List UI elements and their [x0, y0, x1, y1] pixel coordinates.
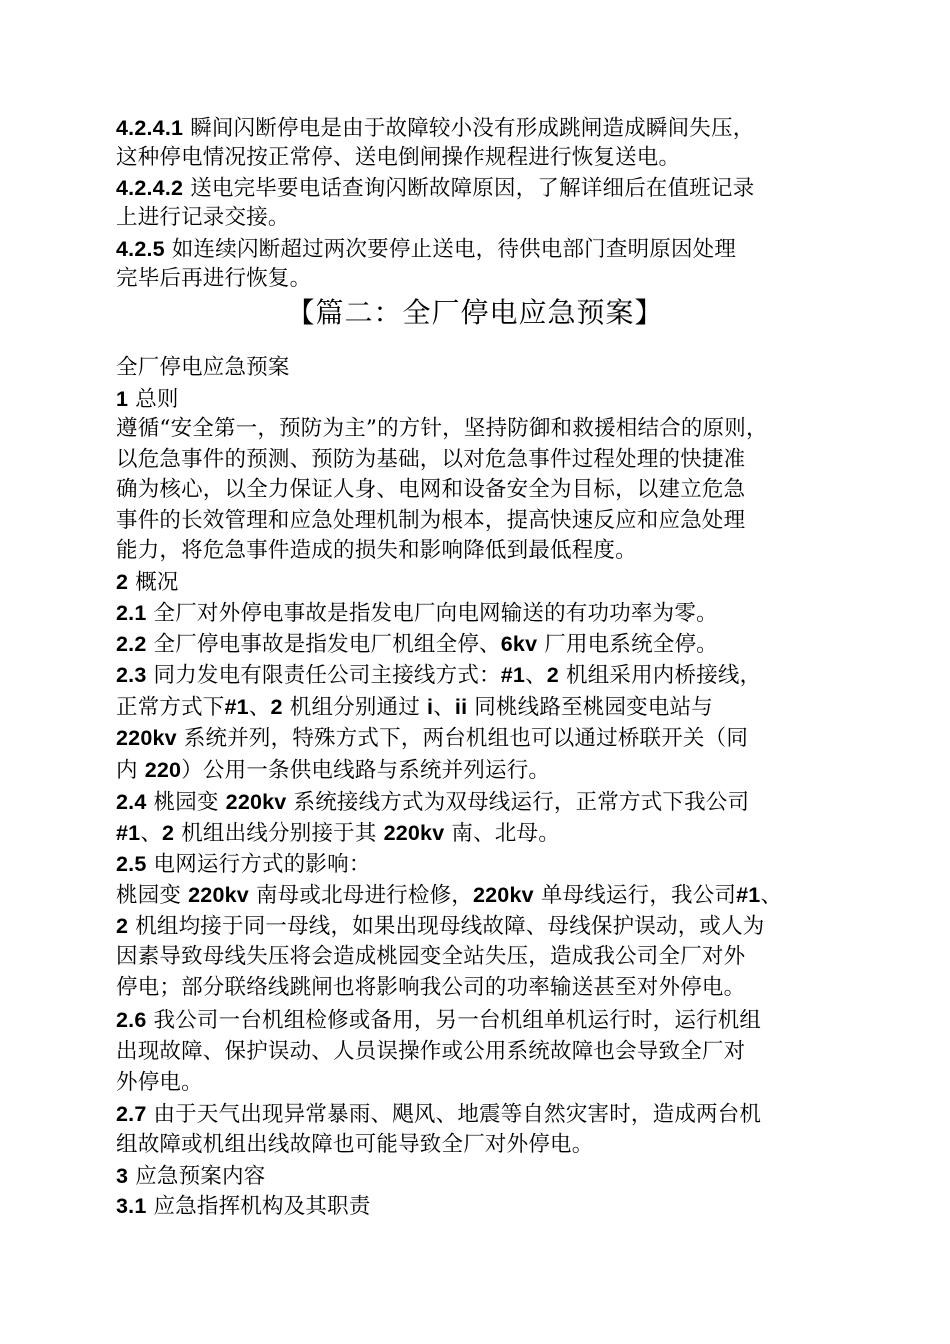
text-run: 全厂停电事故是指发电厂机组全停、: [146, 632, 501, 657]
text-run: 上进行记录交接。: [116, 205, 290, 230]
clause-number: #1: [500, 663, 526, 687]
text-run: 、: [433, 695, 455, 720]
text-line: [116, 598, 718, 629]
text-run: 总则: [128, 387, 179, 412]
text-line: [116, 692, 713, 723]
clause-number: #1: [224, 695, 249, 719]
text-line: [116, 660, 761, 691]
text-run: 机组均接于同一母线，如果出现母线故障、母线保护误动，或人为: [128, 914, 765, 939]
clause-number: 6kv: [500, 632, 538, 656]
text-run: 南、北母。: [444, 821, 560, 846]
text-run: 同力发电有限责任公司主接线方式：: [146, 663, 501, 688]
text-run: 送电完毕要电话查询闪断故障原因，了解详细后在值班记录: [183, 176, 755, 201]
text-run: 由于天气出现异常暴雨、飓风、地震等自然灾害时，造成两台机: [146, 1102, 762, 1127]
clause-number: 3: [116, 1164, 129, 1188]
text-line: [116, 414, 768, 444]
text-run: 厂用电系统全停。: [537, 632, 718, 657]
text-run: 全厂对外停电事故是指发电厂向电网输送的有功功率为零。: [146, 601, 718, 626]
text-run: 如连续闪断超过两次要停止送电，待供电部门查明原因处理: [164, 237, 737, 262]
text-run: 系统并列，特殊方式下，两台机组也可以通过桥联开关（同: [176, 726, 749, 751]
text-run: 遵循“安全第一，预防为主”的方针，坚持防御和救援相结合的原则，: [116, 416, 768, 441]
text-run: 桃园变: [146, 790, 226, 815]
text-run: 、: [140, 821, 163, 846]
clause-number: 2.1: [116, 601, 147, 625]
text-run: 完毕后再进行恢复。: [116, 266, 312, 291]
text-line: [116, 1161, 265, 1192]
text-line: [116, 234, 736, 265]
text-run: 机组采用内桥接线，: [558, 663, 762, 688]
clause-number: ii: [454, 695, 468, 719]
clause-number: 3.1: [116, 1194, 147, 1218]
text-run: 能力，将危急事件造成的损失和影响降低到最低程度。: [116, 538, 637, 563]
text-line: [116, 203, 290, 233]
text-line: [116, 973, 745, 1003]
text-run: 机组出线分别接于其: [174, 821, 384, 846]
text-line: [116, 942, 745, 972]
clause-number: 2.2: [116, 632, 147, 656]
text-run: 外停电。: [116, 1070, 203, 1095]
text-line: [116, 911, 765, 942]
clause-number: 2.7: [116, 1102, 147, 1126]
text-run: 机组分别通过: [282, 695, 427, 720]
text-run: 应急预案内容: [128, 1164, 266, 1189]
text-line: [116, 536, 637, 566]
text-run: 确为核心，以全力保证人身、电网和设备安全为目标，以建立危急: [116, 477, 746, 502]
clause-number: 220kv: [188, 883, 249, 907]
clause-number: 220kv: [116, 726, 177, 750]
text-line: [116, 629, 718, 660]
text-line: [116, 818, 560, 849]
text-line: [116, 384, 179, 415]
text-line: [116, 1005, 761, 1036]
clause-number: i: [427, 695, 434, 719]
text-line: [116, 1037, 745, 1067]
text-run: 因素导致母线失压将会造成桃园变全站失压，造成我公司全厂对外: [116, 944, 746, 969]
text-run: 、: [248, 695, 271, 720]
text-line: [116, 445, 745, 475]
clause-number: 1: [116, 387, 129, 411]
clause-number: 2: [162, 821, 175, 845]
clause-number: #1: [116, 821, 141, 845]
text-line: [116, 567, 179, 598]
text-run: 以危急事件的预测、预防为基础，以对危急事件过程处理的快捷准: [116, 447, 746, 472]
clause-number: 4.2.5: [116, 237, 165, 261]
text-line: [116, 755, 550, 786]
clause-number: 220kv: [383, 821, 445, 845]
clause-number: 2: [116, 914, 129, 938]
text-run: 事件的长效管理和应急处理机制为根本，提高快速反应和应急处理: [116, 508, 746, 533]
clause-number: 2.3: [116, 663, 147, 687]
clause-number: 2.6: [116, 1008, 147, 1032]
text-run: 电网运行方式的影响：: [146, 852, 371, 877]
text-run: 瞬间闪断停电是由于故障较小没有形成跳闸造成瞬间失压，: [183, 116, 755, 141]
text-line: [116, 506, 745, 536]
text-line: [116, 1099, 761, 1130]
text-line: [116, 173, 754, 204]
text-line: [116, 849, 371, 880]
clause-number: 2.4: [116, 790, 147, 814]
clause-number: 4.2.4.2: [116, 176, 184, 200]
text-line: [116, 353, 290, 383]
clause-number: 220: [144, 758, 182, 782]
clause-number: 4.2.4.1: [116, 116, 184, 140]
clause-number: #1: [736, 883, 761, 907]
text-line: [116, 723, 748, 754]
text-run: 概况: [128, 570, 179, 595]
clause-number: 2.5: [116, 852, 147, 876]
clause-number: 220kv: [225, 790, 287, 814]
text-line: [116, 1130, 593, 1160]
clause-number: 220kv: [472, 883, 534, 907]
text-line: [116, 787, 749, 818]
text-line: [116, 264, 311, 294]
clause-number: 2: [116, 570, 129, 594]
text-line: [116, 1191, 371, 1222]
text-run: 桃园变: [116, 883, 189, 908]
text-run: 我公司一台机组检修或备用，另一台机组单机运行时，运行机组: [146, 1008, 762, 1033]
text-run: 出现故障、保护误动、人员误操作或公用系统故障也会导致全厂对: [116, 1039, 746, 1064]
text-line: [116, 475, 745, 505]
text-run: 系统接线方式为双母线运行，正常方式下我公司: [286, 790, 750, 815]
text-line: [116, 1068, 203, 1098]
text-run: 、: [525, 663, 547, 688]
text-run: 、: [760, 883, 783, 908]
text-run: 南母或北母进行检修，: [248, 883, 473, 908]
text-run: 全厂停电应急预案: [116, 355, 290, 380]
text-run: 单母线运行，我公司: [533, 883, 737, 908]
text-line: [116, 143, 680, 173]
text-run: 组故障或机组出线故障也可能导致全厂对外停电。: [116, 1132, 594, 1157]
text-run: 停电；部分联络线跳闸也将影响我公司的功率输送甚至对外停电。: [116, 975, 746, 1000]
text-line: [116, 880, 782, 911]
text-run: 这种停电情况按正常停、送电倒闸操作规程进行恢复送电。: [116, 145, 681, 170]
text-run: 同桃线路至桃园变电站与: [467, 695, 713, 720]
text-line: [116, 113, 754, 144]
section-title: 【篇二：全厂停电应急预案】: [286, 296, 664, 329]
text-run: 正常方式下: [116, 695, 225, 720]
clause-number: 2: [270, 695, 283, 719]
clause-number: 2: [546, 663, 559, 687]
text-run: 内: [116, 758, 145, 783]
text-run: ）公用一条供电线路与系统并列运行。: [181, 758, 551, 783]
text-run: 应急指挥机构及其职责: [146, 1194, 371, 1219]
